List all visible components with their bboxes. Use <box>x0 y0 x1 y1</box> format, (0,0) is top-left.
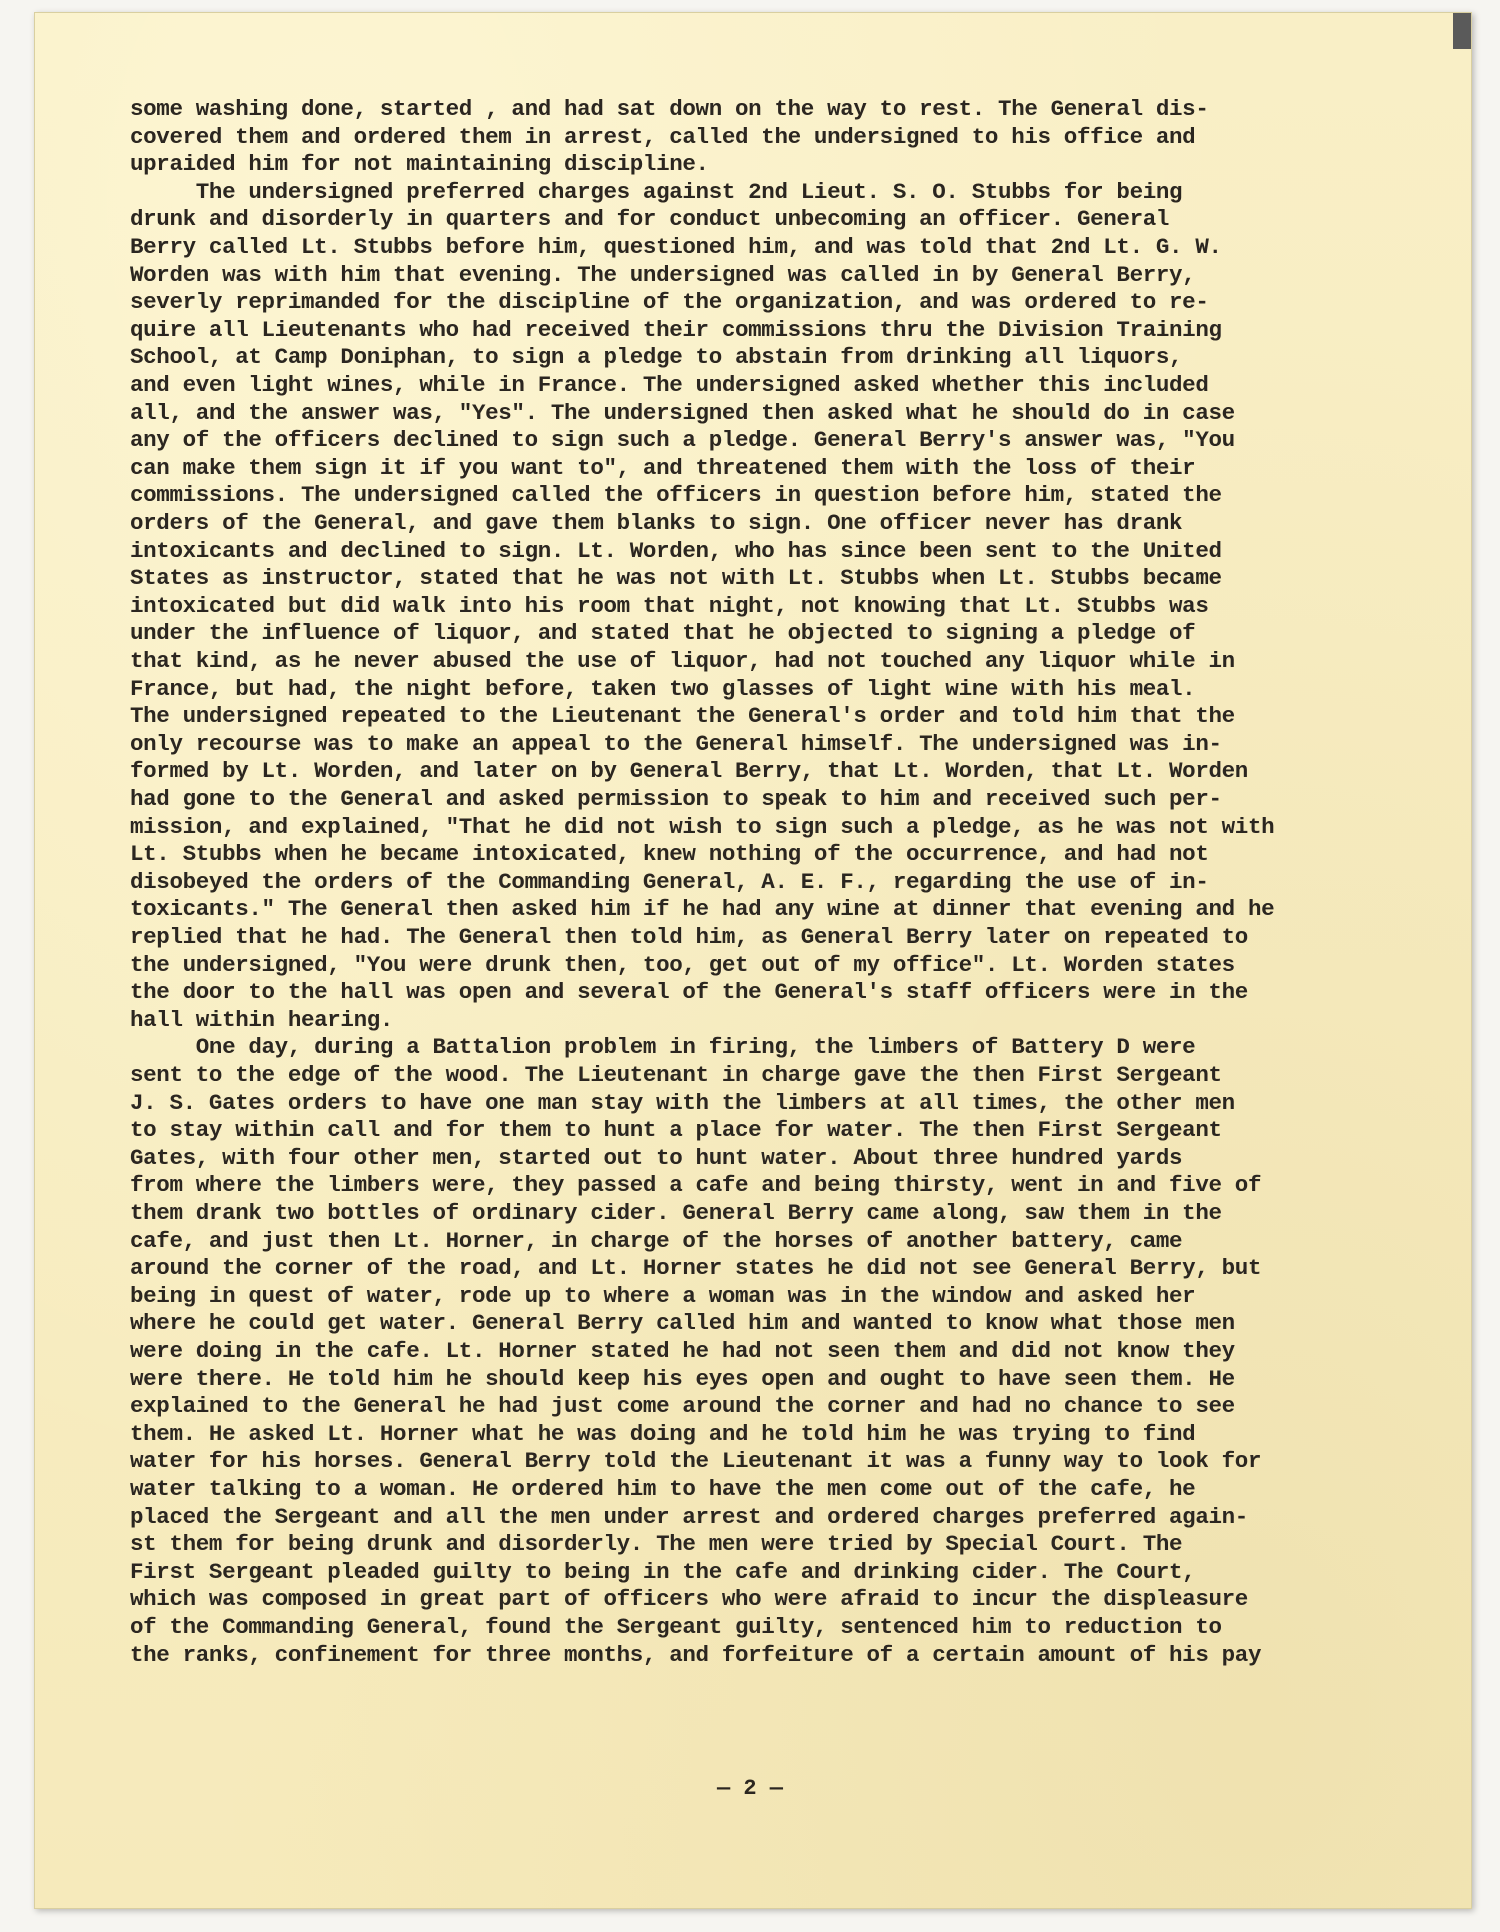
text-line: the undersigned, "You were drunk then, too, get out of my office". Lt. Worden states <box>130 951 1235 978</box>
text-line: were there. He told him he should keep his eyes open and ought to have seen them. He <box>130 1365 1235 1392</box>
text-line: the door to the hall was open and several of the General's staff officers were in the <box>130 979 1248 1006</box>
text-line: disobeyed the orders of the Commanding General, A. E. F., regarding the use of in- <box>130 868 1209 895</box>
text-line: upraided him for not maintaining discipline. <box>130 151 709 178</box>
text-line: severly reprimanded for the discipline of the organization, and was ordered to re- <box>130 289 1209 316</box>
text-line: explained to the General he had just come around the corner and had no chance to see <box>130 1393 1235 1420</box>
text-line: First Sergeant pleaded guilty to being in the cafe and drinking cider. The Court, <box>130 1558 1196 1585</box>
text-line: around the corner of the road, and Lt. Horner states he did not see General Berry, but <box>130 1255 1262 1282</box>
text-line: Lt. Stubbs when he became intoxicated, knew nothing of the occurrence, and had not <box>130 841 1209 868</box>
text-line: School, at Camp Doniphan, to sign a pledge to abstain from drinking all liquors, <box>130 344 1183 371</box>
text-line: intoxicated but did walk into his room that night, not knowing that Lt. Stubbs was <box>130 592 1209 619</box>
text-line: mission, and explained, "That he did not wish to sign such a pledge, as he was not with <box>130 813 1275 840</box>
text-line: Gates, with four other men, started out to hunt water. About three hundred yards <box>130 1144 1183 1171</box>
text-line: cafe, and just then Lt. Horner, in charge of the horses of another battery, came <box>130 1227 1183 1254</box>
text-line: where he could get water. General Berry called him and wanted to know what those men <box>130 1310 1235 1337</box>
text-line: can make them sign it if you want to", and threatened them with the loss of their <box>130 454 1196 481</box>
text-line: quire all Lieutenants who had received their commissions thru the Division Training <box>130 316 1222 343</box>
text-line: from where the limbers were, they passed a cafe and being thirsty, went in and five of <box>130 1172 1262 1199</box>
text-line: The undersigned preferred charges against 2nd Lieut. S. O. Stubbs for being <box>130 178 1183 205</box>
text-line: them drank two bottles of ordinary cider. General Berry came along, saw them in the <box>130 1200 1222 1226</box>
page-number: — 2 — <box>716 1776 783 1801</box>
text-line: France, but had, the night before, taken two glasses of light wine with his meal. <box>130 675 1196 702</box>
text-line: under the influence of liquor, and stated that he objected to signing a pledge of <box>130 620 1196 647</box>
text-line: to stay within call and for them to hunt a place for water. The then First Sergeant <box>130 1117 1222 1144</box>
text-line: Berry called Lt. Stubbs before him, questioned him, and was told that 2nd Lt. G. W. <box>130 234 1222 260</box>
text-line: orders of the General, and gave them blanks to sign. One officer never has drank <box>130 510 1183 536</box>
text-line: being in quest of water, rode up to where a woman was in the window and asked her <box>130 1282 1196 1309</box>
text-line: commissions. The undersigned called the officers in question before him, stated the <box>130 482 1222 509</box>
text-line: some washing done, started , and had sat down on the way to rest. The General dis- <box>130 96 1209 122</box>
text-line: which was composed in great part of officers who were afraid to incur the displeasure <box>130 1586 1248 1613</box>
text-line: st them for being drunk and disorderly. The men were tried by Special Court. The <box>130 1531 1183 1558</box>
text-line: them. He asked Lt. Horner what he was doing and he told him he was trying to find <box>130 1420 1196 1447</box>
text-line: drunk and disorderly in quarters and for conduct unbecoming an officer. General <box>130 206 1170 233</box>
text-line: replied that he had. The General then told him, as General Berry later on repeated to <box>130 924 1248 950</box>
text-line: sent to the edge of the wood. The Lieutenant in charge gave the then First Sergeant <box>130 1062 1222 1088</box>
text-line: placed the Sergeant and all the men under arrest and ordered charges preferred again- <box>130 1503 1248 1530</box>
text-line: water talking to a woman. He ordered him to have the men come out of the cafe, he <box>130 1476 1196 1502</box>
text-line: of the Commanding General, found the Sergeant guilty, sentenced him to reduction to <box>130 1614 1222 1640</box>
text-line: had gone to the General and asked permission to speak to him and received such per- <box>130 786 1222 812</box>
text-line: States as instructor, stated that he was not with Lt. Stubbs when Lt. Stubbs became <box>130 565 1222 592</box>
text-line: J. S. Gates orders to have one man stay with the limbers at all times, the other men <box>130 1089 1235 1116</box>
text-line: formed by Lt. Worden, and later on by General Berry, that Lt. Worden, that Lt. Worden <box>130 758 1248 785</box>
text-line: covered them and ordered them in arrest, called the undersigned to his office and <box>130 123 1196 150</box>
text-line: One day, during a Battalion problem in firing, the limbers of Battery D were <box>130 1034 1196 1061</box>
text-line: and even light wines, while in France. The undersigned asked whether this included <box>130 372 1209 398</box>
text-line: only recourse was to make an appeal to the General himself. The undersigned was in- <box>130 730 1222 757</box>
text-line: that kind, as he never abused the use of liquor, had not touched any liquor while in <box>130 648 1235 674</box>
text-line: Worden was with him that evening. The undersigned was called in by General Berry, <box>130 261 1196 288</box>
text-line: water for his horses. General Berry told the Lieutenant it was a funny way to look for <box>130 1448 1262 1475</box>
text-line: all, and the answer was, "Yes". The undersigned then asked what he should do in case <box>130 399 1235 426</box>
text-line: The undersigned repeated to the Lieutenant the General's order and told him that the <box>130 703 1235 730</box>
text-line: hall within hearing. <box>130 1006 394 1033</box>
text-line: intoxicants and declined to sign. Lt. Worden, who has since been sent to the United <box>130 537 1222 564</box>
text-line: toxicants." The General then asked him if he had any wine at dinner that evening and he <box>130 896 1275 923</box>
scanner-edge-mark <box>1453 13 1471 49</box>
text-line: were doing in the cafe. Lt. Horner stated he had not seen them and did not know they <box>130 1338 1235 1364</box>
text-line: the ranks, confinement for three months, and forfeiture of a certain amount of his pay <box>130 1641 1262 1668</box>
text-line: any of the officers declined to sign such a pledge. General Berry's answer was, "You <box>130 427 1235 454</box>
